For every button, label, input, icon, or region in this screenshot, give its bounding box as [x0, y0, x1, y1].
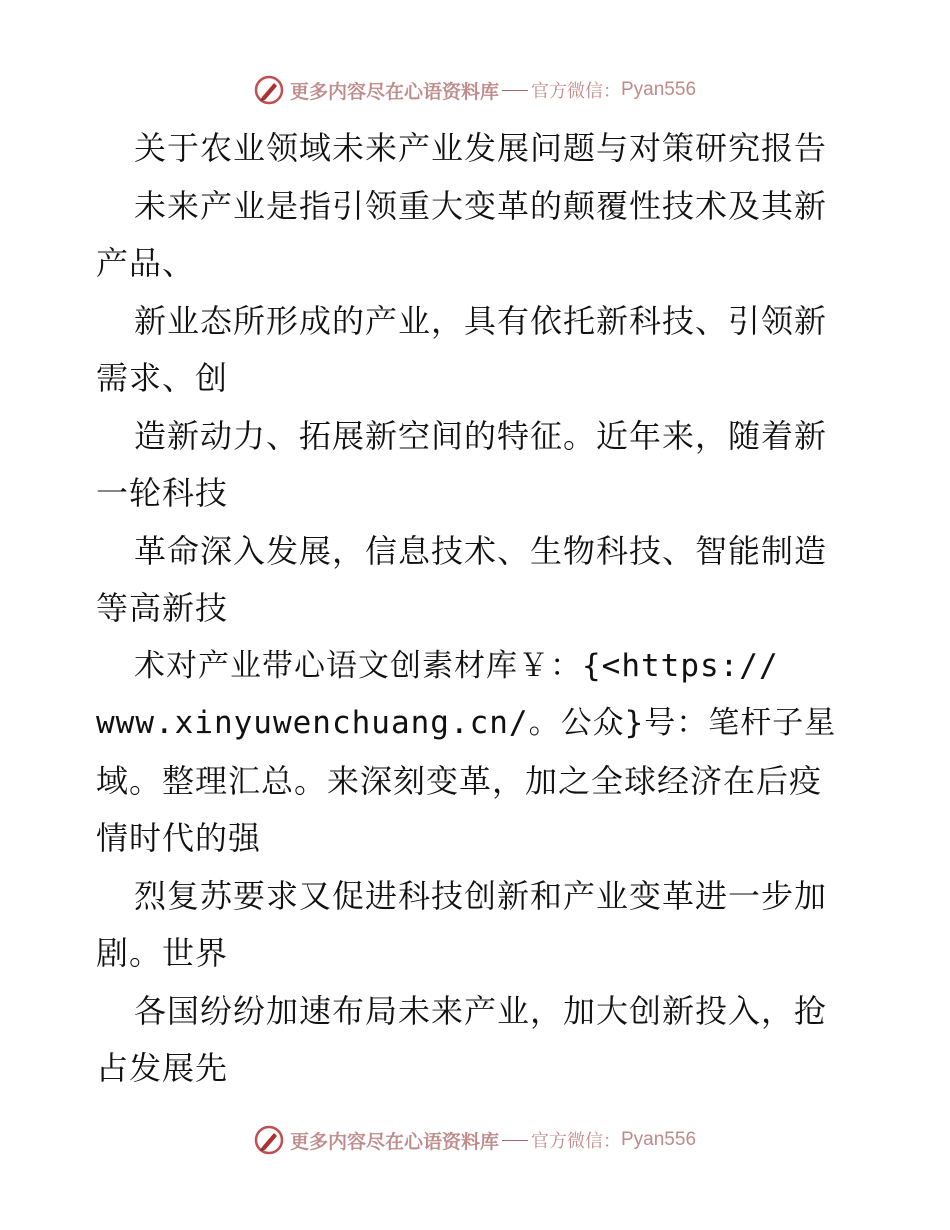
paragraph-line: 新业态所形成的产业，具有依托新科技、引领新	[134, 301, 828, 340]
document-title: 关于农业领域未来产业发展问题与对策研究报告	[134, 129, 828, 167]
pen-logo-icon	[254, 1125, 284, 1155]
watermark-wechat-label: 官方微信：	[531, 81, 621, 102]
footer-watermark	[0, 1120, 950, 1160]
watermark-brand: 更多内容尽在心语资料库	[289, 1130, 499, 1153]
paragraph-line: 术对产业带心语文创素材库￥：{<https://	[134, 647, 779, 684]
document-body	[96, 120, 856, 1098]
paragraph-line: 占发展先	[96, 1049, 229, 1087]
paragraph-line: 各国纷纷加速布局未来产业，加大创新投入，抢	[134, 991, 828, 1030]
watermark-wechat-id: Pyan556	[621, 1129, 697, 1150]
watermark-dash	[502, 90, 528, 91]
watermark-wechat-id: Pyan556	[621, 79, 697, 100]
paragraph-line: 情时代的强	[96, 819, 262, 857]
paragraph-line: 剧。世界	[96, 934, 229, 972]
watermark-brand: 更多内容尽在心语资料库	[289, 80, 499, 103]
paragraph-line: 需求、创	[96, 359, 229, 397]
paragraph-line: 产品、	[96, 244, 196, 282]
paragraph-line: 域。整理汇总。来深刻变革，加之全球经济在后疫	[96, 761, 823, 800]
paragraph-line: www.xinyuwenchuang.cn/。公众}号：笔杆子星	[96, 705, 837, 741]
paragraph-line: 造新动力、拓展新空间的特征。近年来，随着新	[134, 416, 828, 455]
paragraph-line: 一轮科技	[96, 474, 229, 512]
watermark-wechat-label: 官方微信：	[531, 1131, 621, 1152]
pen-logo-icon	[254, 75, 284, 105]
paragraph-line: 革命深入发展，信息技术、生物科技、智能制造	[134, 531, 828, 570]
paragraph-line: 烈复苏要求又促进科技创新和产业变革进一步加	[134, 876, 828, 915]
paragraph-line: 未来产业是指引领重大变革的颠覆性技术及其新	[134, 186, 828, 225]
header-watermark	[0, 70, 950, 110]
paragraph-line: 等高新技	[96, 589, 229, 627]
watermark-dash	[502, 1140, 528, 1141]
